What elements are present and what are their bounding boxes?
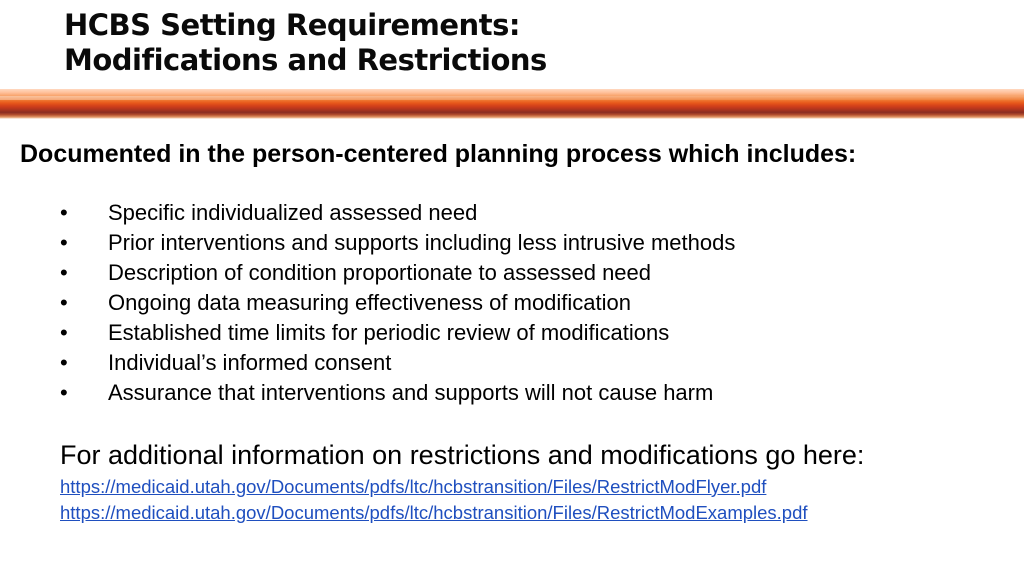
requirements-list bbox=[56, 198, 735, 408]
bullet-icon: • bbox=[60, 200, 68, 225]
list-item bbox=[56, 288, 735, 318]
list-item-text: Specific individualized assessed need bbox=[108, 200, 478, 225]
restrict-mod-examples-link[interactable]: https://medicaid.utah.gov/Documents/pdfs/ltc/hcbstransition/Files/RestrictModExamples.pdf bbox=[60, 502, 808, 523]
restrict-mod-flyer-link[interactable]: https://medicaid.utah.gov/Documents/pdfs/ltc/hcbstransition/Files/RestrictModFlyer.pdf bbox=[60, 476, 767, 497]
bullet-icon: • bbox=[60, 230, 68, 255]
resource-links bbox=[60, 474, 808, 526]
slide-title-line-2: Modifications and Restrictions bbox=[64, 43, 547, 77]
decorative-band-highlight bbox=[0, 96, 1024, 100]
bullet-icon: • bbox=[60, 350, 68, 375]
section-heading: Documented in the person-centered planning process which includes: bbox=[20, 140, 857, 168]
bullet-icon: • bbox=[60, 320, 68, 345]
decorative-gradient-band bbox=[0, 89, 1024, 119]
list-item bbox=[56, 258, 735, 288]
list-item bbox=[56, 228, 735, 258]
list-item-text: Assurance that interventions and supports will not cause harm bbox=[108, 380, 714, 405]
list-item-text: Established time limits for periodic review of modifications bbox=[108, 320, 670, 345]
list-item-text: Ongoing data measuring effectiveness of modification bbox=[108, 290, 632, 315]
list-item bbox=[56, 318, 735, 348]
slide-title bbox=[64, 8, 547, 78]
list-item-text: Description of condition proportionate to assessed need bbox=[108, 260, 652, 285]
list-item bbox=[56, 198, 735, 228]
bullet-icon: • bbox=[60, 380, 68, 405]
list-item bbox=[56, 378, 735, 408]
list-item-text: Prior interventions and supports including less intrusive methods bbox=[108, 230, 736, 255]
list-item bbox=[56, 348, 735, 378]
more-info-text: For additional information on restrictions and modifications go here: bbox=[60, 440, 865, 470]
bullet-icon: • bbox=[60, 290, 68, 315]
slide-title-line-1: HCBS Setting Requirements: bbox=[64, 8, 520, 42]
bullet-icon: • bbox=[60, 260, 68, 285]
list-item-text: Individual’s informed consent bbox=[108, 350, 392, 375]
